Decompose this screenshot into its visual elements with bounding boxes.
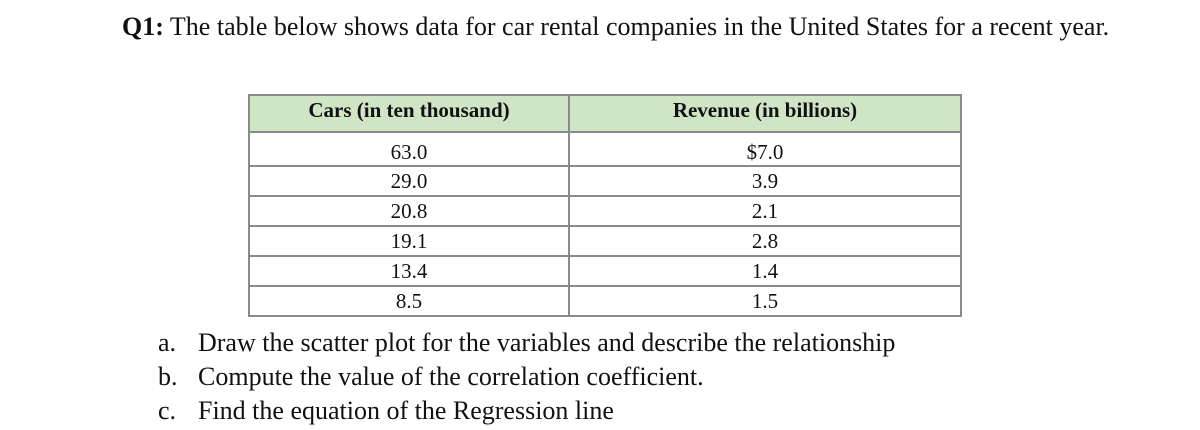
table-row <box>249 166 961 196</box>
cars-cell: 20.8 <box>249 196 569 226</box>
table-row <box>249 256 961 286</box>
revenue-cell: 1.5 <box>569 286 961 316</box>
cars-cell: 19.1 <box>249 226 569 256</box>
revenue-cell: $7.0 <box>569 132 961 166</box>
table-row <box>249 132 961 166</box>
task-item <box>158 360 895 394</box>
cars-cell: 29.0 <box>249 166 569 196</box>
task-text: Draw the scatter plot for the variables and describe the relationship <box>198 328 896 357</box>
cars-cell: 8.5 <box>249 286 569 316</box>
table-row <box>249 286 961 316</box>
task-item <box>158 394 895 428</box>
task-item <box>158 326 895 360</box>
car-rental-data-table <box>248 94 962 317</box>
cars-cell: 13.4 <box>249 256 569 286</box>
task-text: Compute the value of the correlation coefficient. <box>198 362 704 391</box>
task-marker: b. <box>158 362 178 391</box>
question-number: Q1: <box>122 12 164 41</box>
table-row <box>249 196 961 226</box>
task-text: Find the equation of the Regression line <box>198 396 614 425</box>
table-row <box>249 226 961 256</box>
revenue-cell: 1.4 <box>569 256 961 286</box>
header-cars: Cars (in ten thousand) <box>249 95 569 132</box>
revenue-cell: 2.1 <box>569 196 961 226</box>
task-list <box>158 326 895 428</box>
table-header-row <box>249 95 961 132</box>
question-statement <box>122 8 1122 46</box>
cars-cell: 63.0 <box>249 132 569 166</box>
task-marker: c. <box>158 396 177 425</box>
task-marker: a. <box>158 328 177 357</box>
header-revenue: Revenue (in billions) <box>569 95 961 132</box>
question-text: The table below shows data for car rental companies in the United States for a recent year. <box>169 12 1110 41</box>
revenue-cell: 2.8 <box>569 226 961 256</box>
revenue-cell: 3.9 <box>569 166 961 196</box>
